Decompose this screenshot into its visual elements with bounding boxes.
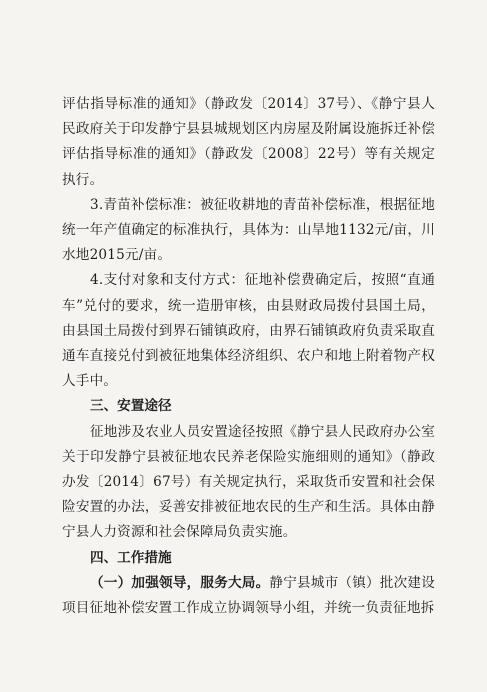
section-heading-resettlement: 三、安置途径 [90,398,172,415]
paragraph-crop-compensation: 3.青苗补偿标准：被征收耕地的青苗补偿标准，根据征地统一年产值确定的标准执行，具体为：山旱地1132元/亩，川水地2015元/亩。 [62,196,435,264]
paragraph-resettlement-approach: 征地涉及农业人员安置途径按照《静宁县人民政府办公室关于印发静宁县被征地农民养老保险实施细则的通知》（静政办发〔2014〕67号）有关规定执行，采取货币安置和社会保险安置的办法，妥善安排被征地农民的生产和生活。具体由静宁县人力资源和社会保障局负责实施。 [62,423,435,541]
section-heading-work-measures: 四、工作措施 [90,549,172,566]
paragraph-leadership [62,571,435,621]
paragraph-leadership-body: 静宁县城市（镇）批次建设项目征地补偿安置工作成立协调领导小组，并统一负责征地拆 [62,574,435,617]
subheading-leadership: （一）加强领导，服务大局。 [90,574,270,591]
paragraph-payment-method: 4.支付对象和支付方式：征地补偿费确定后，按照“直通车”兑付的要求，统一造册审核，由县财政局拨付县国土局，由县国土局拨付到界石铺镇政府，由界石铺镇政府负责采取直通车直接兑付到被征地集体经济组织、农户和地上附着物产权人手中。 [62,272,435,390]
page-bottom-edge [0,682,487,692]
paragraph-standards-reference: 评估指导标准的通知》（静政发〔2014〕37号）、《静宁县人民政府关于印发静宁县县城规划区内房屋及附属设施拆迁补偿评估指导标准的通知》（静政发〔2008〕22号）等有关规定执行。 [62,96,435,188]
